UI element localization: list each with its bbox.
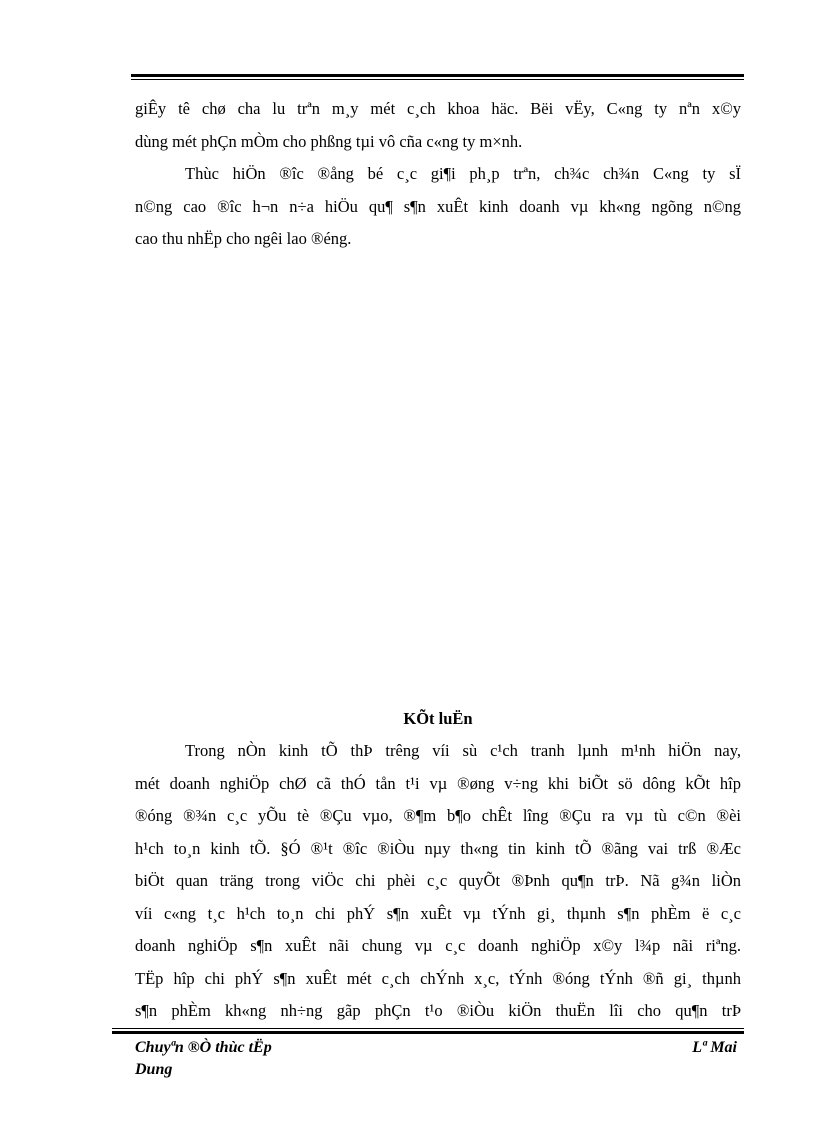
paragraph-line: giÊy tê chø cha lu trªn m¸y mét c¸ch khoa häc. Bëi vËy, C«ng ty nªn x©y xyxy=(135,99,741,118)
footer-double-rule xyxy=(112,1028,744,1034)
top-text-section xyxy=(135,93,741,256)
footer-title-line: Chuyªn ®Ò thùc tËp xyxy=(135,1039,272,1056)
paragraph-2 xyxy=(135,158,741,256)
conclusion-line: doanh nghiÖp s¶n xuÊt nãi chung vµ c¸c doanh nghiÖp x©y l¾p nãi riªng. xyxy=(135,936,741,955)
conclusion-line: ®óng ®¾n c¸c yÕu tè ®Çu vµo, ®¶m b¶o chÊt lîng ®Çu ra vµ tù c©n ®èi xyxy=(135,806,741,825)
conclusion-heading: KÕt luËn xyxy=(403,709,473,728)
conclusion-line: mét doanh nghiÖp chØ cã thÓ tån t¹i vµ ®øng v÷ng khi biÕt sö dông kÕt hîp xyxy=(135,773,741,793)
paragraph-line: Thùc hiÖn ®îc ®ång bé c¸c gi¶i ph¸p trªn, ch¾c ch¾n C«ng ty sÏ xyxy=(185,164,741,183)
conclusion-line: biÖt quan träng trong viÖc chi phèi c¸c quyÕt ®Þnh qu¶n trÞ. Nã g¾n liÒn xyxy=(135,871,741,890)
conclusion-line: víi c«ng t¸c h¹ch to¸n chi phÝ s¶n xuÊt vµ tÝnh gi¸ thµnh s¶n phÈm ë c¸c xyxy=(135,903,741,923)
conclusion-line: s¶n phÈm kh«ng nh÷ng gãp phÇn t¹o ®iÒu kiÖn thuËn lîi cho qu¶n trÞ xyxy=(135,1001,741,1020)
conclusion-line: h¹ch to¸n kinh tÕ. §Ó ®¹t ®îc ®iÒu nµy th«ng tin kinh tÕ ®ãng vai trß ®Æc xyxy=(135,838,741,858)
paragraph-1 xyxy=(135,93,741,158)
paragraph-line: n©ng cao ®îc h¬n n÷a hiÖu qu¶ s¶n xuÊt kinh doanh vµ kh«ng ngõng n©ng xyxy=(135,196,741,216)
header-double-rule xyxy=(131,74,744,80)
paragraph-line: cao thu nhËp cho ngêi lao ®éng. xyxy=(135,229,352,248)
footer-author: Lª Mai xyxy=(692,1039,737,1056)
conclusion-line: Trong nÒn kinh tÕ thÞ trêng víi sù c¹ch tranh lµnh m¹nh hiÖn nay, xyxy=(185,741,741,760)
conclusion-section xyxy=(135,735,741,1028)
footer-title-line: Dung xyxy=(135,1061,173,1078)
conclusion-line: TËp hîp chi phÝ s¶n xuÊt mét c¸ch chÝnh x¸c, tÝnh ®óng tÝnh ®ñ gi¸ thµnh xyxy=(135,968,741,988)
footer-title xyxy=(135,1037,355,1081)
paragraph-line: dùng mét phÇn mÒm cho phßng tµi vô cña c«ng ty m×nh. xyxy=(135,131,523,151)
